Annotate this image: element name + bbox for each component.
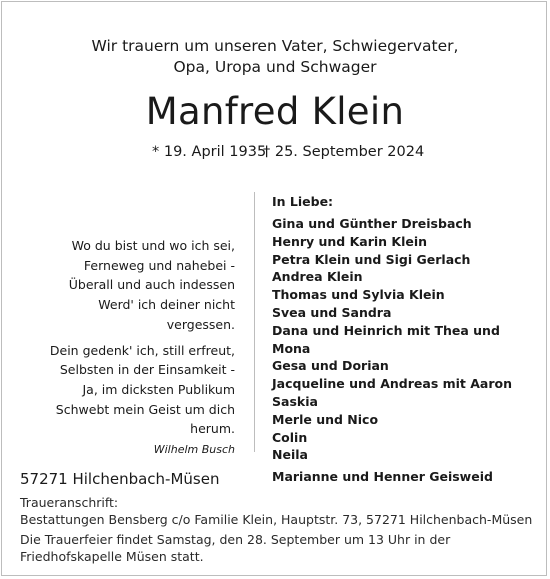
intro-line-2: Opa, Uropa und Schwager: [173, 58, 377, 76]
mourner: Dana und Heinrich mit Thea und Mona: [272, 322, 500, 356]
deceased-name: Manfred Klein: [145, 90, 405, 133]
poem-line: Ferneweg und nahebei -: [83, 257, 235, 273]
poem: [30, 236, 235, 457]
mourner: Jacqueline und Andreas mit Aaron: [272, 376, 513, 392]
death-date: † 25. September 2024: [263, 144, 425, 160]
mourner: Merle und Nico: [272, 411, 379, 427]
poem-line: Überall und auch indessen: [68, 277, 235, 293]
poem-author: Wilhelm Busch: [153, 443, 235, 457]
mourner: Andrea Klein: [272, 269, 363, 285]
mourner: Colin: [272, 429, 308, 445]
poem-line: Selbsten in der Einsamkeit -: [59, 362, 235, 378]
mourner: Thomas und Sylvia Klein: [272, 287, 445, 303]
mourners-list: [272, 192, 542, 486]
mourners-heading: In Liebe:: [272, 194, 334, 209]
intro-text: [0, 36, 550, 78]
poem-line: Ja, im dicksten Publikum: [82, 381, 235, 397]
place-line: 57271 Hilchenbach-Müsen: [20, 470, 220, 488]
intro-line-1: Wir trauern um unseren Vater, Schwiegervater,: [91, 37, 459, 55]
mourner: Petra Klein und Sigi Gerlach: [272, 251, 471, 267]
poem-line: Werd' ich deiner nicht vergessen.: [98, 297, 235, 332]
mourner: Henry und Karin Klein: [272, 233, 428, 249]
poem-line: Wo du bist und wo ich sei,: [71, 238, 235, 253]
service-info: Die Trauerfeier findet Samstag, den 28. September um 13 Uhr in der Friedhofskapelle Müsen statt.: [20, 532, 451, 564]
birth-date: * 19. April 1935: [152, 144, 267, 160]
footer-info: [20, 494, 540, 565]
mourner: Svea und Sandra: [272, 304, 392, 320]
column-divider: [254, 192, 255, 452]
mourner: Gesa und Dorian: [272, 358, 389, 374]
poem-line: Schwebt mein Geist um dich herum.: [55, 401, 235, 437]
mourning-address: Bestattungen Bensberg c/o Familie Klein, Hauptstr. 73, 57271 Hilchenbach-Müsen: [20, 512, 533, 527]
mourner: Saskia: [272, 393, 318, 409]
address-label: Traueranschrift:: [20, 495, 119, 510]
poem-line: Dein gedenk' ich, still erfreut,: [49, 342, 235, 358]
mourner: Marianne und Henner Geisweid: [272, 469, 493, 485]
mourner: Gina und Günther Dreisbach: [272, 216, 472, 231]
mourner: Neila: [272, 447, 308, 463]
